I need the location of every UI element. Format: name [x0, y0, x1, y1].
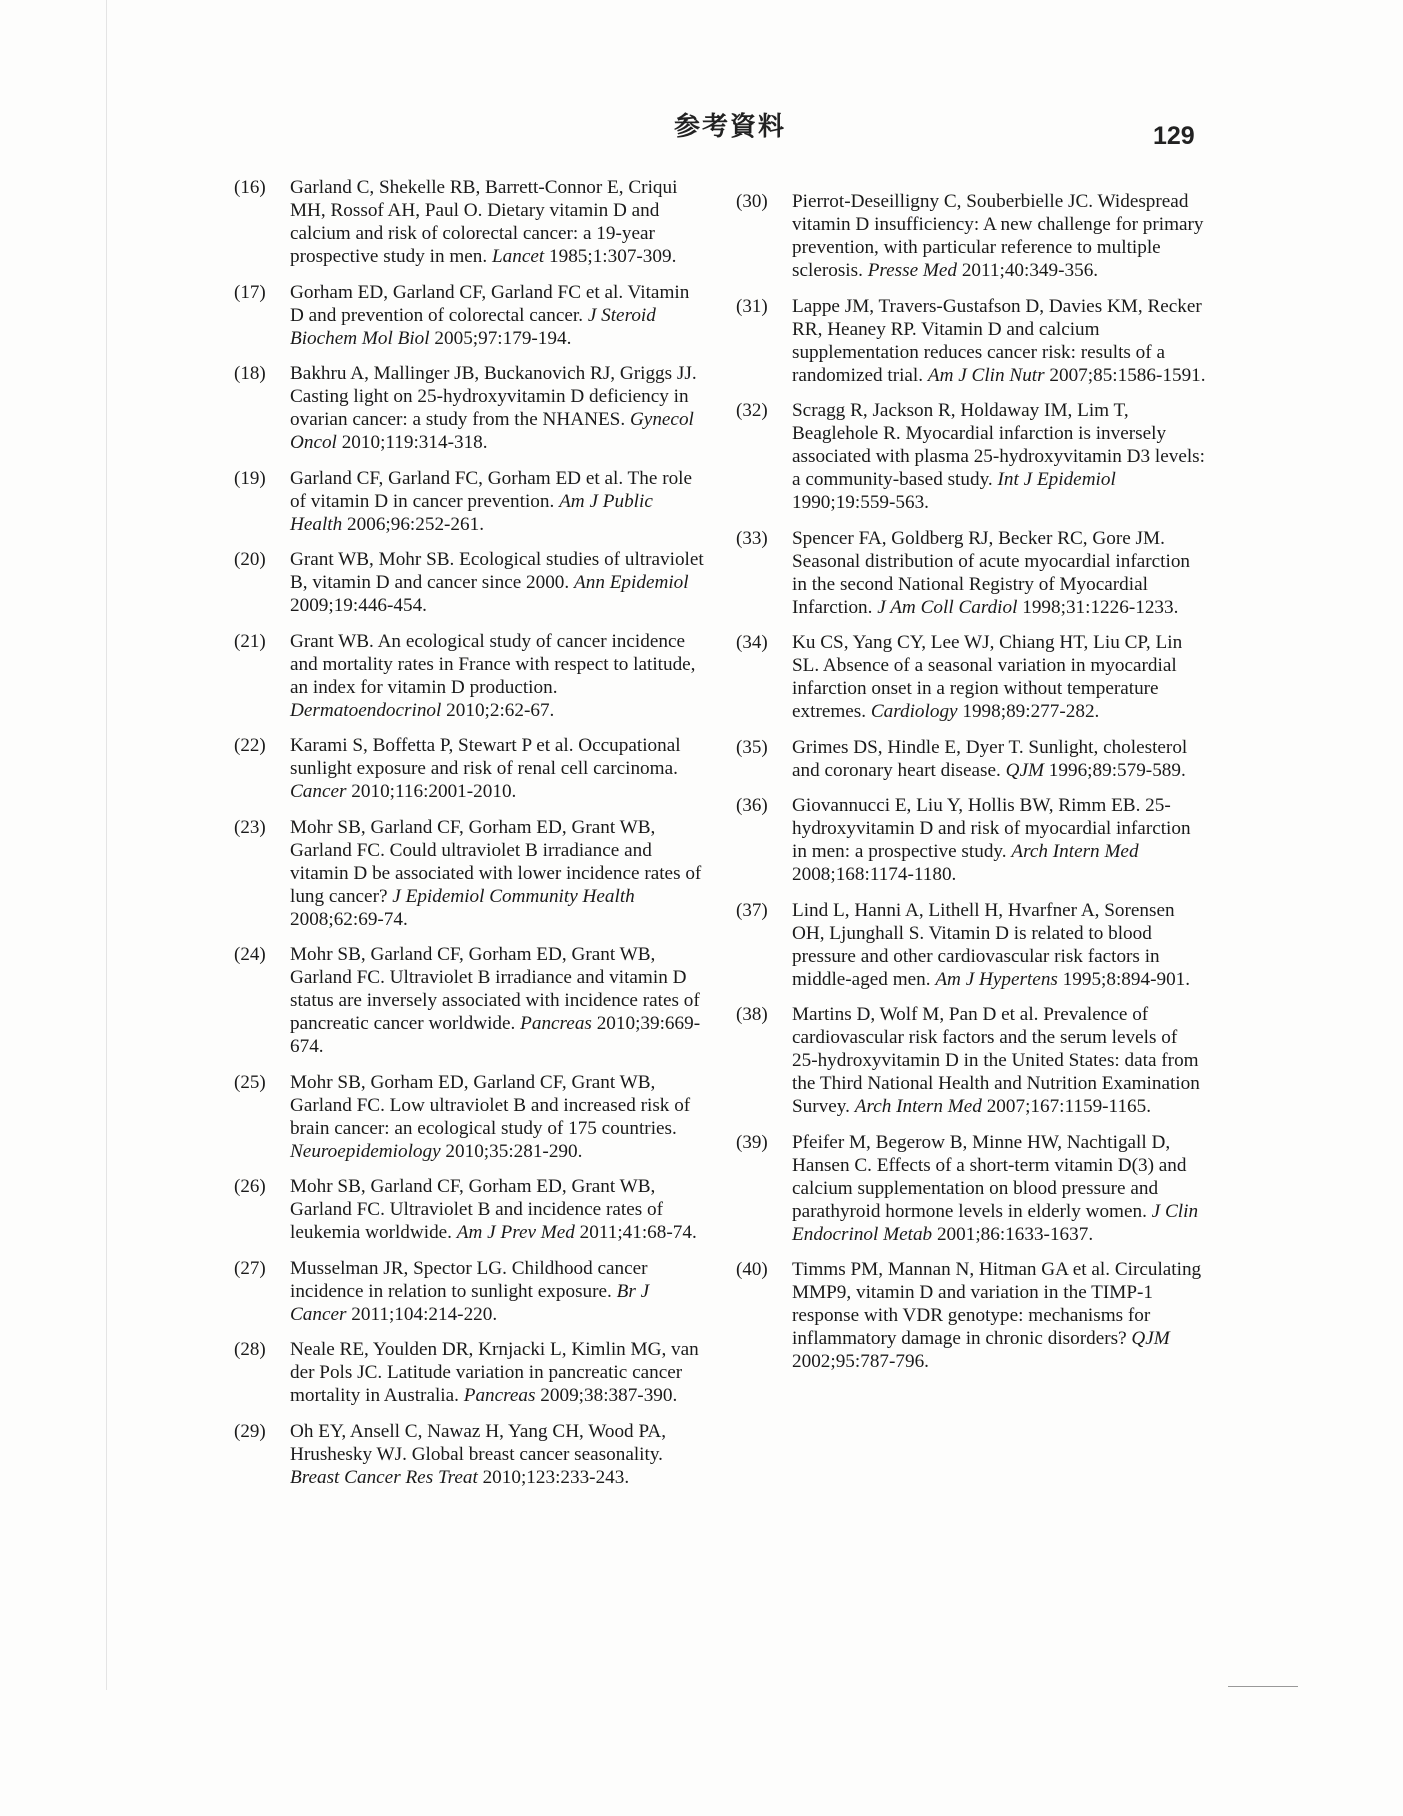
reference-body: Grimes DS, Hindle E, Dyer T. Sunlight, cholesterol and coronary heart disease.: [792, 736, 1188, 781]
reference-item: [736, 1258, 1206, 1373]
reference-item: [736, 190, 1206, 282]
reference-body: Giovannucci E, Liu Y, Hollis BW, Rimm EB. 25-hydroxyvitamin D and risk of myocardial infarction in men: a prospective study.: [792, 795, 1191, 862]
page-edge-shadow: [106, 0, 107, 1690]
reference-journal: J Steroid Biochem Mol Biol: [290, 304, 656, 349]
footer-rule: [1228, 1686, 1298, 1687]
reference-number: (31): [736, 295, 768, 317]
reference-item: [234, 281, 704, 350]
reference-item: [736, 295, 1206, 387]
reference-citation: 2011;104:214-220.: [351, 1303, 498, 1325]
reference-text: [290, 630, 704, 722]
reference-body: Gorham ED, Garland CF, Garland FC et al. Vitamin D and prevention of colorectal cancer.: [290, 281, 690, 326]
reference-text: [290, 1338, 704, 1407]
reference-journal: Am J Prev Med: [456, 1222, 575, 1243]
reference-item: [234, 734, 704, 803]
reference-text: [290, 362, 704, 454]
reference-body: Garland CF, Garland FC, Gorham ED et al. The role of vitamin D in cancer prevention.: [290, 467, 693, 512]
reference-citation: 1985;1:307-309.: [549, 246, 677, 267]
reference-number: (22): [234, 735, 266, 756]
reference-number: (26): [234, 1176, 266, 1197]
reference-body: Scragg R, Jackson R, Holdaway IM, Lim T, Beaglehole R. Myocardial infarction is inversely associated with plasma 25-hydroxyvitamin D3 levels: a community-based study.: [792, 400, 1205, 490]
reference-journal: Gynecol Oncol: [290, 409, 694, 453]
reference-journal: Br J Cancer: [290, 1280, 650, 1325]
reference-number: (19): [234, 467, 266, 489]
reference-body: Garland C, Shekelle RB, Barrett-Connor E, Criqui MH, Rossof AH, Paul O. Dietary vitamin D and calcium and risk of colorectal cancer: a 19-year prospective study in men.: [290, 177, 678, 267]
page-number: 129: [1153, 122, 1195, 150]
reference-number: (29): [234, 1420, 266, 1442]
reference-item: [234, 816, 704, 931]
reference-number: (23): [234, 816, 266, 838]
reference-item: [736, 794, 1206, 886]
reference-citation: 2010;39:669-674.: [290, 1013, 701, 1057]
reference-body: Mohr SB, Gorham ED, Garland CF, Grant WB, Garland FC. Low ultraviolet B and increased risk of brain cancer: an ecological study of 175 countries.: [290, 1071, 691, 1139]
reference-body: Pfeifer M, Begerow B, Minne HW, Nachtigall D, Hansen C. Effects of a short-term vitamin D(3) and calcium supplementation on blood pressure and parathyroid hormone levels in elderly women.: [792, 1131, 1187, 1222]
reference-journal: J Epidemiol Community Health: [392, 885, 635, 907]
reference-text: [290, 943, 704, 1058]
reference-journal: Lancet: [491, 246, 545, 267]
reference-journal: Int J Epidemiol: [997, 469, 1116, 490]
reference-item: [234, 548, 704, 617]
reference-item: [234, 1071, 704, 1163]
reference-number: (35): [736, 736, 768, 758]
reference-citation: 2001;86:1633-1637.: [936, 1223, 1094, 1245]
reference-number: (21): [234, 630, 266, 652]
reference-citation: 2010;116:2001-2010.: [351, 781, 517, 802]
reference-journal: Ann Epidemiol: [574, 572, 689, 593]
reference-body: Mohr SB, Garland CF, Gorham ED, Grant WB, Garland FC. Ultraviolet B and incidence rates of leukemia worldwide.: [290, 1176, 663, 1243]
reference-text: [792, 1131, 1206, 1246]
reference-item: [234, 1420, 704, 1489]
reference-journal: Neuroepidemiology: [290, 1140, 441, 1162]
reference-item: [234, 467, 704, 536]
reference-number: (24): [234, 944, 266, 965]
reference-text: [290, 467, 704, 536]
reference-text: [792, 295, 1206, 387]
reference-item: [234, 1175, 704, 1244]
reference-text: [290, 1175, 704, 1244]
reference-body: Pierrot-Deseilligny C, Souberbielle JC. Widespread vitamin D insufficiency: A new challenge for primary prevention, with particular reference to multiple sclerosis.: [792, 191, 1204, 281]
reference-body: Spencer FA, Goldberg RJ, Becker RC, Gore JM. Seasonal distribution of acute myocardial infarction in the second National Registry of Myocardial Infarction.: [792, 527, 1191, 618]
reference-text: [792, 736, 1206, 782]
reference-text: [792, 794, 1206, 886]
reference-journal: QJM: [1005, 759, 1044, 781]
reference-item: [736, 1131, 1206, 1246]
reference-text: [290, 1071, 704, 1163]
reference-number: (36): [736, 795, 768, 816]
reference-text: [792, 399, 1206, 514]
reference-citation: 2009;19:446-454.: [290, 595, 427, 616]
reference-text: [792, 631, 1206, 723]
reference-journal: Arch Intern Med: [854, 1096, 982, 1117]
reference-citation: 2009;38:387-390.: [540, 1385, 678, 1406]
reference-item: [736, 736, 1206, 782]
reference-citation: 2007;85:1586-1591.: [1049, 364, 1206, 386]
reference-text: [290, 734, 704, 803]
reference-journal: Breast Cancer Res Treat: [290, 1466, 478, 1488]
reference-citation: 2011;40:349-356.: [961, 260, 1099, 281]
reference-number: (16): [234, 177, 266, 198]
reference-citation: 2010;119:314-318.: [341, 432, 488, 453]
reference-journal: Pancreas: [463, 1385, 536, 1406]
reference-number: (30): [736, 191, 768, 212]
reference-number: (20): [234, 549, 266, 570]
reference-citation: 2005;97:179-194.: [434, 327, 572, 349]
reference-citation: 2006;96:252-261.: [347, 513, 485, 535]
references-right-column: [736, 190, 1206, 1386]
reference-text: [792, 899, 1206, 991]
reference-item: [736, 399, 1206, 514]
reference-number: (32): [736, 400, 768, 421]
reference-citation: 1990;19:559-563.: [792, 492, 929, 513]
reference-number: (33): [736, 527, 768, 549]
reference-citation: 2008;62:69-74.: [290, 908, 408, 930]
reference-body: Karami S, Boffetta P, Stewart P et al. Occupational sunlight exposure and risk of renal cell carcinoma.: [290, 735, 681, 779]
page-header-title: 参考資料: [673, 112, 786, 142]
reference-body: Grant WB. An ecological study of cancer incidence and mortality rates in France with respect to latitude, an index for vitamin D production.: [290, 630, 696, 698]
reference-citation: 1998;89:277-282.: [962, 701, 1100, 722]
reference-text: [290, 1257, 704, 1326]
reference-citation: 2007;167:1159-1165.: [986, 1096, 1152, 1117]
reference-journal: Cancer: [290, 781, 347, 802]
reference-number: (25): [234, 1071, 266, 1093]
reference-citation: 1998;31:1226-1233.: [1022, 596, 1179, 618]
reference-text: [290, 176, 704, 268]
reference-body: Martins D, Wolf M, Pan D et al. Prevalence of cardiovascular risk factors and the serum levels of 25-hydroxyvitamin D in the United States: data from the Third National Health and Nutrition Examination Survey.: [792, 1004, 1200, 1117]
reference-body: Lind L, Hanni A, Lithell H, Hvarfner A, Sorensen OH, Ljunghall S. Vitamin D is related to blood pressure and other cardiovascular risk factors in middle-aged men.: [792, 899, 1175, 990]
reference-number: (34): [736, 632, 768, 653]
reference-journal: QJM: [1131, 1328, 1170, 1349]
reference-body: Ku CS, Yang CY, Lee WJ, Chiang HT, Liu CP, Lin SL. Absence of a seasonal variation in myocardial infarction onset in a region without temperature extremes.: [792, 632, 1183, 722]
reference-journal: J Clin Endocrinol Metab: [792, 1200, 1199, 1245]
reference-journal: J Am Coll Cardiol: [877, 596, 1018, 618]
reference-journal: Pancreas: [520, 1013, 592, 1034]
reference-item: [234, 1338, 704, 1407]
reference-number: (37): [736, 899, 768, 921]
reference-text: [290, 816, 704, 931]
reference-journal: Cardiology: [870, 701, 958, 722]
reference-number: (40): [736, 1259, 768, 1280]
reference-body: Musselman JR, Spector LG. Childhood cancer incidence in relation to sunlight exposure.: [290, 1257, 648, 1302]
reference-number: (38): [736, 1004, 768, 1025]
reference-item: [736, 1003, 1206, 1118]
reference-journal: Arch Intern Med: [1011, 841, 1139, 862]
reference-item: [234, 1257, 704, 1326]
reference-text: [792, 1258, 1206, 1373]
reference-text: [290, 548, 704, 617]
reference-citation: 2008;168:1174-1180.: [792, 864, 957, 885]
references-left-column: [234, 176, 704, 1501]
reference-citation: 2011;41:68-74.: [579, 1222, 697, 1243]
reference-body: Lappe JM, Travers-Gustafson D, Davies KM, Recker RR, Heaney RP. Vitamin D and calcium supplementation reduces cancer risk: results of a randomized trial.: [792, 295, 1202, 386]
reference-citation: 2002;95:787-796.: [792, 1351, 929, 1372]
reference-journal: Am J Hypertens: [935, 968, 1058, 990]
reference-body: Grant WB, Mohr SB. Ecological studies of ultraviolet B, vitamin D and cancer since 2000.: [290, 549, 704, 593]
reference-body: Mohr SB, Garland CF, Gorham ED, Grant WB, Garland FC. Ultraviolet B irradiance and vitamin D status are inversely associated with incidence rates of pancreatic cancer worldwide.: [290, 944, 700, 1034]
reference-body: Neale RE, Youlden DR, Krnjacki L, Kimlin MG, van der Pols JC. Latitude variation in pancreatic cancer mortality in Australia.: [290, 1339, 699, 1406]
reference-body: Bakhru A, Mallinger JB, Buckanovich RJ, Griggs JJ. Casting light on 25-hydroxyvitamin D deficiency in ovarian cancer: a study from the NHANES.: [290, 363, 697, 430]
reference-text: [290, 1420, 704, 1489]
reference-text: [290, 281, 704, 350]
reference-journal: Am J Clin Nutr: [927, 364, 1045, 386]
reference-citation: 2010;2:62-67.: [446, 699, 555, 721]
reference-item: [234, 943, 704, 1058]
reference-citation: 1995;8:894-901.: [1062, 968, 1191, 990]
reference-item: [736, 899, 1206, 991]
reference-citation: 2010;35:281-290.: [445, 1140, 583, 1162]
reference-body: Oh EY, Ansell C, Nawaz H, Yang CH, Wood PA, Hrushesky WJ. Global breast cancer seasonality.: [290, 1420, 667, 1465]
reference-citation: 1996;89:579-589.: [1048, 759, 1186, 781]
reference-item: [234, 176, 704, 268]
reference-number: (39): [736, 1131, 768, 1153]
reference-item: [736, 527, 1206, 619]
reference-number: (28): [234, 1339, 266, 1360]
reference-text: [792, 1003, 1206, 1118]
reference-citation: 2010;123:233-243.: [482, 1466, 630, 1488]
reference-item: [234, 630, 704, 722]
reference-item: [736, 631, 1206, 723]
reference-journal: Am J Public Health: [290, 490, 653, 535]
reference-number: (18): [234, 363, 266, 384]
reference-text: [792, 527, 1206, 619]
reference-item: [234, 362, 704, 454]
reference-text: [792, 190, 1206, 282]
reference-body: Mohr SB, Garland CF, Gorham ED, Grant WB, Garland FC. Could ultraviolet B irradiance and vitamin D be associated with lower incidence rates of lung cancer?: [290, 816, 702, 907]
reference-journal: Presse Med: [867, 260, 958, 281]
reference-body: Timms PM, Mannan N, Hitman GA et al. Circulating MMP9, vitamin D and variation in the TIMP-1 response with VDR genotype: mechanisms for inflammatory damage in chronic disorders?: [792, 1259, 1202, 1349]
reference-journal: Dermatoendocrinol: [290, 699, 442, 721]
reference-number: (17): [234, 281, 266, 303]
reference-number: (27): [234, 1257, 266, 1279]
